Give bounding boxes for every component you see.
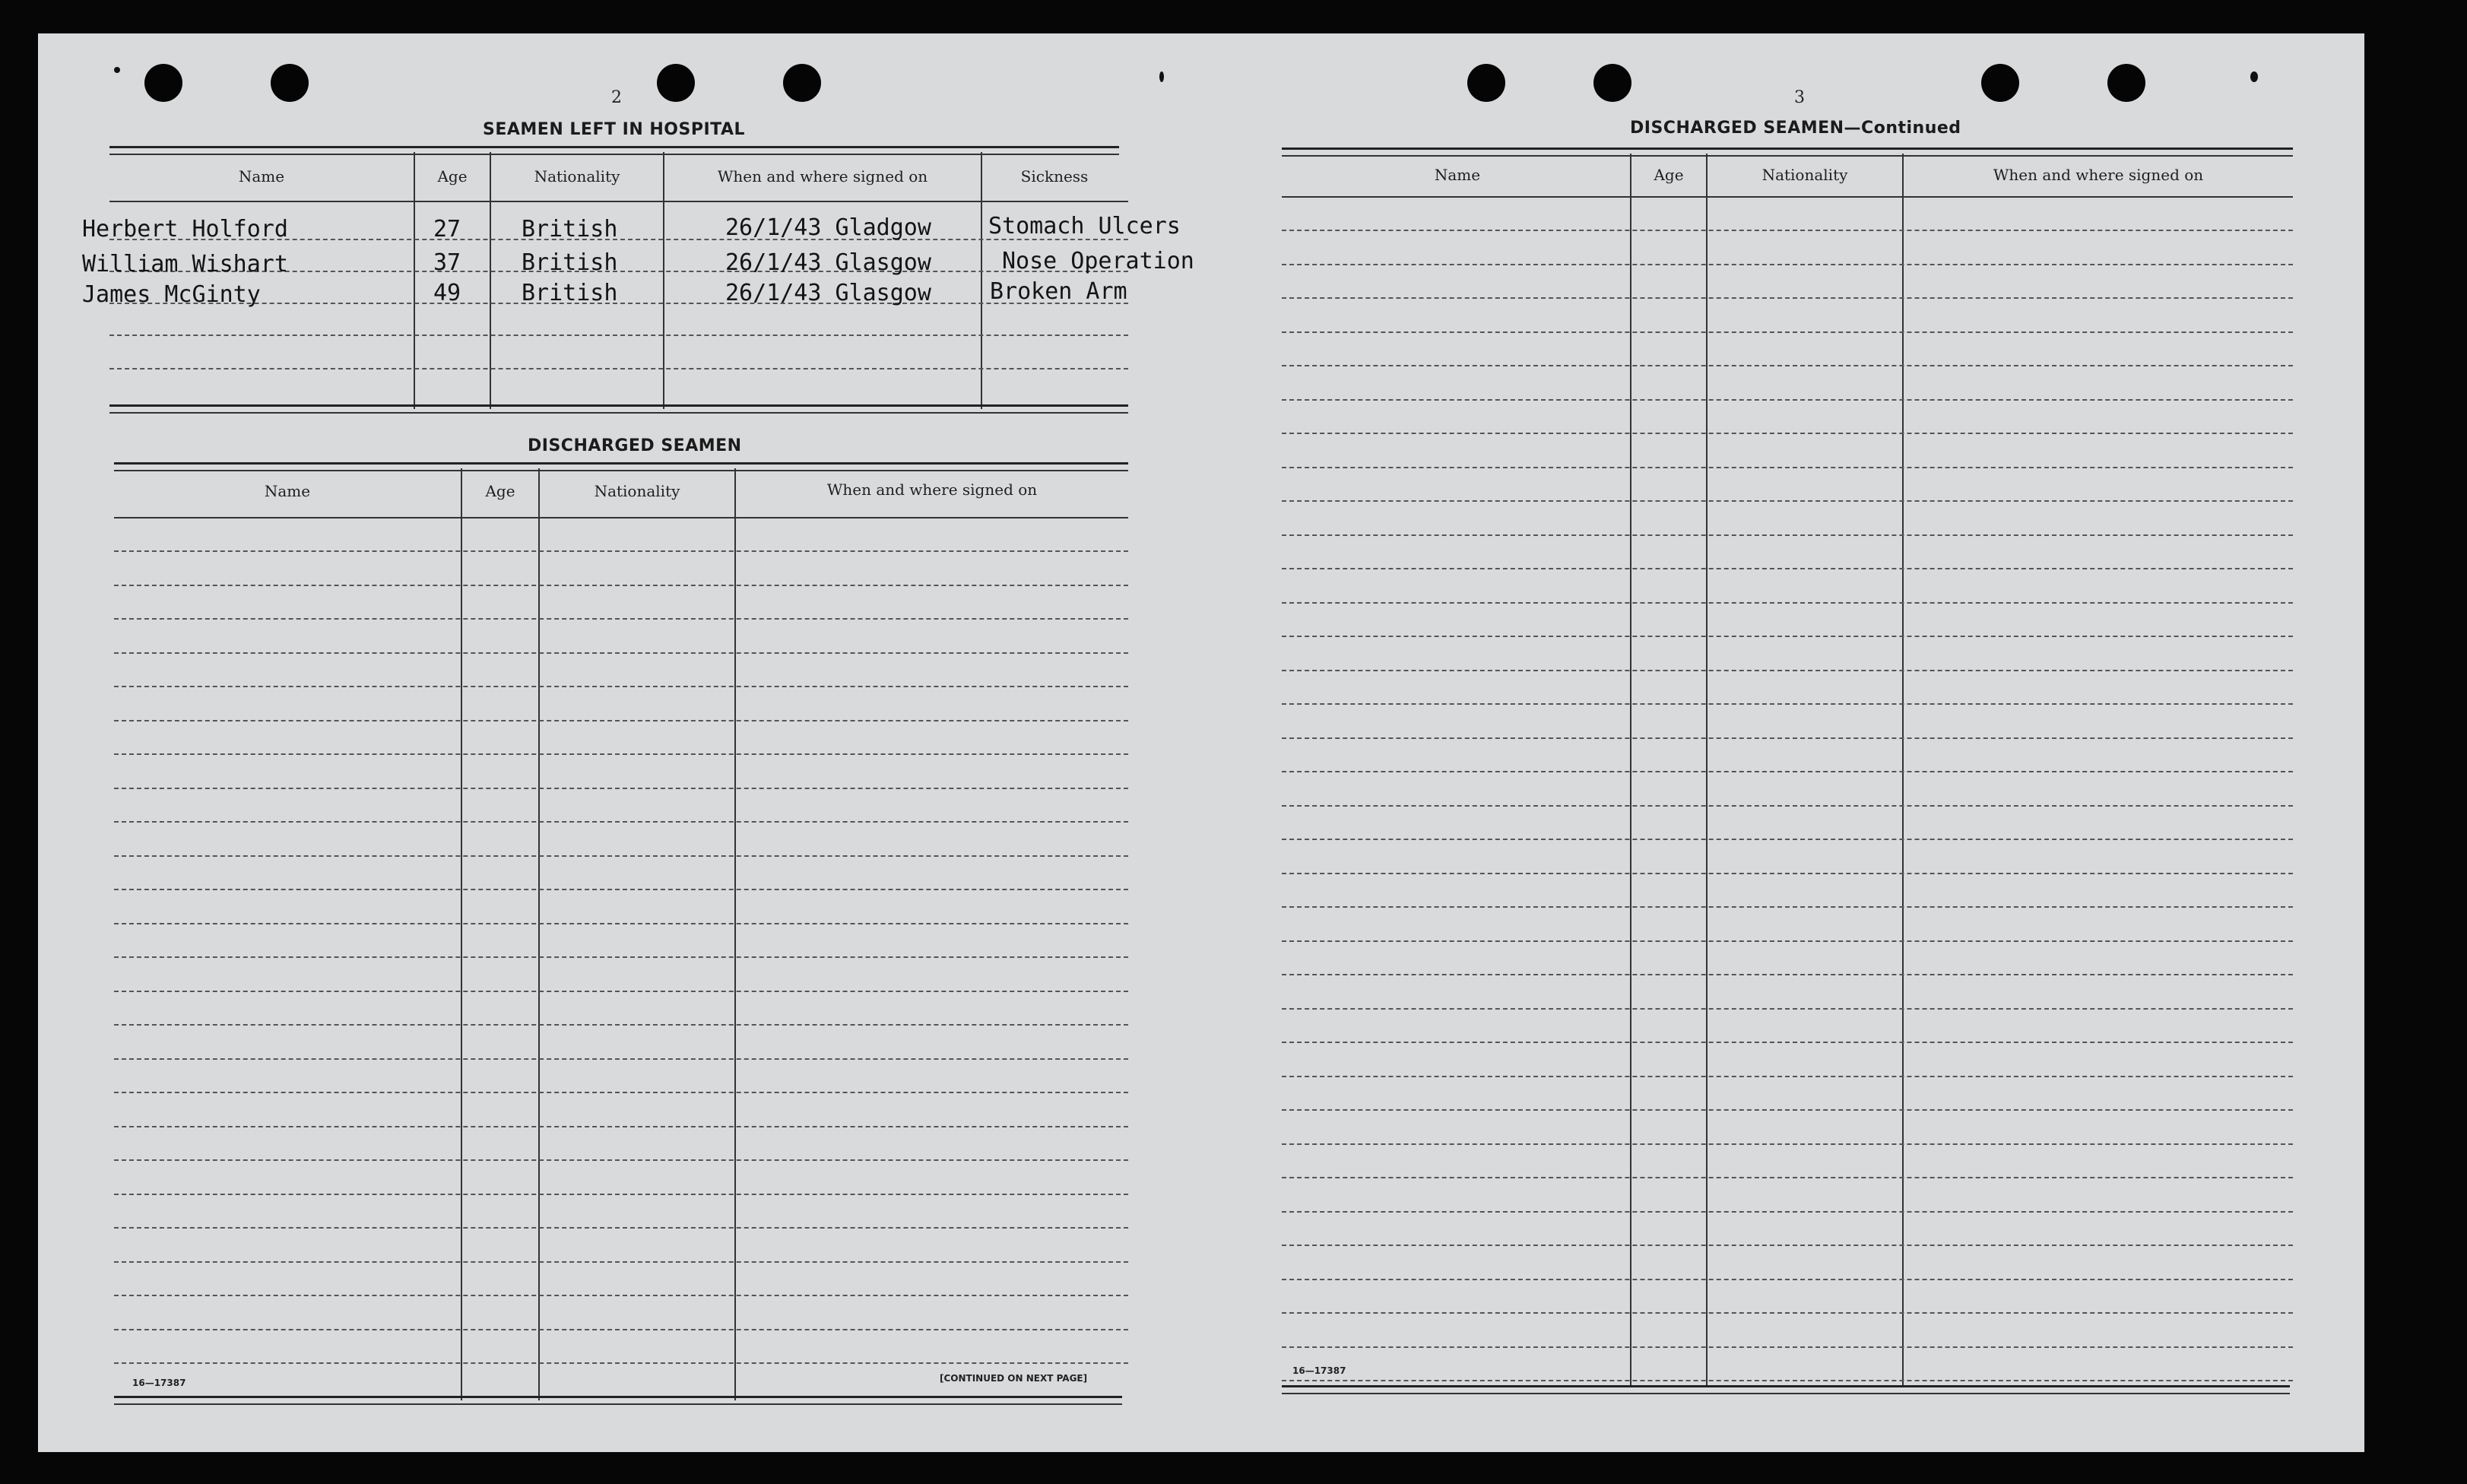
ruled-line bbox=[1282, 771, 2293, 772]
ruled-line bbox=[1282, 230, 2293, 231]
ruled-line bbox=[1282, 906, 2293, 908]
document-sheet bbox=[38, 33, 2364, 1452]
ruled-line bbox=[114, 1024, 1128, 1026]
hospital-row-3-sickness: Broken Arm bbox=[990, 278, 1127, 305]
ink-speck bbox=[114, 67, 120, 73]
ruled-line bbox=[1282, 1076, 2293, 1077]
page-number-right: 3 bbox=[1794, 88, 1805, 107]
right-col-divider bbox=[1706, 154, 1708, 1387]
ruled-line bbox=[1282, 1008, 2293, 1010]
right-col-divider bbox=[1902, 154, 1904, 1387]
ruled-line bbox=[1282, 1279, 2293, 1280]
punch-hole bbox=[271, 64, 309, 102]
ruled-line bbox=[1282, 534, 2293, 536]
punch-hole bbox=[1981, 64, 2019, 102]
ruled-line bbox=[114, 1295, 1128, 1296]
ruled-line bbox=[114, 618, 1128, 620]
hospital-row-2-signed-on: 26/1/43 Glasgow bbox=[725, 249, 931, 276]
hospital-row-2-age: 37 bbox=[433, 249, 461, 276]
ruled-line bbox=[1282, 670, 2293, 671]
ruled-line bbox=[1282, 1346, 2293, 1348]
ruled-line bbox=[114, 585, 1128, 586]
ruled-line bbox=[1282, 500, 2293, 502]
ruled-line bbox=[1282, 365, 2293, 366]
hospital-col-sickness: Sickness bbox=[1020, 167, 1089, 186]
ruled-line bbox=[1282, 331, 2293, 333]
punch-hole bbox=[657, 64, 695, 102]
punch-hole bbox=[2107, 64, 2145, 102]
discharged-top-rule bbox=[114, 462, 1128, 471]
continued-note: [CONTINUED ON NEXT PAGE] bbox=[940, 1373, 1088, 1384]
hospital-section-title: SEAMEN LEFT IN HOSPITAL bbox=[483, 120, 746, 139]
ruled-line bbox=[114, 855, 1128, 857]
ruled-line bbox=[114, 956, 1128, 958]
ruled-line bbox=[114, 788, 1128, 789]
discharged-bottom-rule bbox=[114, 1396, 1122, 1405]
ruled-line bbox=[114, 923, 1128, 924]
hospital-row-3-nationality: British bbox=[522, 280, 618, 306]
ruled-line bbox=[1282, 940, 2293, 942]
ruled-line bbox=[1282, 1143, 2293, 1145]
hospital-col-name: Name bbox=[238, 167, 285, 186]
ruled-line bbox=[1282, 1245, 2293, 1246]
ruled-line bbox=[114, 1058, 1128, 1060]
right-col-nationality: Nationality bbox=[1761, 166, 1848, 184]
ruled-line bbox=[1282, 1380, 2293, 1381]
hospital-row-3-age: 49 bbox=[433, 280, 461, 306]
hospital-col-divider bbox=[663, 152, 664, 409]
right-col-name: Name bbox=[1434, 166, 1481, 184]
ruled-line bbox=[1282, 737, 2293, 739]
punch-hole bbox=[1467, 64, 1505, 102]
ruled-line bbox=[114, 550, 1128, 552]
ruled-line bbox=[114, 889, 1128, 890]
hospital-col-divider bbox=[490, 152, 491, 409]
ruled-line bbox=[1282, 1109, 2293, 1111]
ruled-line bbox=[1282, 399, 2293, 401]
ruled-line bbox=[1282, 805, 2293, 807]
ink-speck bbox=[2250, 71, 2258, 82]
ruled-line bbox=[1282, 1312, 2293, 1314]
discharged-col-age: Age bbox=[485, 482, 515, 500]
ruled-line bbox=[1282, 636, 2293, 637]
punch-hole bbox=[1593, 64, 1631, 102]
hospital-row-1-signed-on: 26/1/43 Gladgow bbox=[725, 214, 931, 241]
ruled-line bbox=[1282, 297, 2293, 299]
discharged-section-title: DISCHARGED SEAMEN bbox=[528, 436, 742, 455]
hospital-col-signed-on: When and where signed on bbox=[717, 167, 928, 186]
hospital-row-1-age: 27 bbox=[433, 216, 461, 243]
hospital-row-line bbox=[109, 303, 1128, 304]
discharged-continued-title: DISCHARGED SEAMEN—Continued bbox=[1630, 119, 1961, 138]
ruled-line bbox=[114, 821, 1128, 823]
ruled-line bbox=[114, 720, 1128, 721]
hospital-col-age: Age bbox=[437, 167, 468, 186]
ruled-line bbox=[114, 652, 1128, 654]
hospital-row-3-signed-on: 26/1/43 Glasgow bbox=[725, 280, 931, 306]
hospital-bottom-rule bbox=[109, 404, 1128, 414]
ruled-line bbox=[114, 1159, 1128, 1161]
hospital-top-rule bbox=[109, 146, 1119, 155]
discharged-col-name: Name bbox=[264, 482, 311, 500]
page-number-left: 2 bbox=[611, 88, 622, 107]
right-col-divider bbox=[1630, 154, 1631, 1387]
ink-speck bbox=[1159, 71, 1164, 82]
hospital-col-divider bbox=[981, 152, 982, 409]
form-number-left: 16—17387 bbox=[132, 1378, 186, 1388]
ruled-line bbox=[1282, 602, 2293, 604]
ruled-line bbox=[114, 753, 1128, 755]
hospital-header-rule bbox=[109, 201, 1128, 202]
discharged-col-signed-on: When and where signed on bbox=[826, 480, 1038, 499]
ruled-line bbox=[1282, 568, 2293, 569]
discharged-col-nationality: Nationality bbox=[594, 482, 680, 500]
hospital-row-2-name: William Wishart bbox=[82, 251, 288, 277]
ruled-line bbox=[1282, 467, 2293, 468]
ruled-line bbox=[114, 1092, 1128, 1093]
ruled-line bbox=[1282, 839, 2293, 840]
hospital-row-1-nationality: British bbox=[522, 216, 618, 243]
hospital-row-3-name: James McGinty bbox=[82, 281, 261, 308]
right-header-rule bbox=[1282, 196, 2293, 198]
ruled-line bbox=[1282, 974, 2293, 975]
ruled-line bbox=[114, 991, 1128, 992]
ruled-line bbox=[1282, 433, 2293, 434]
hospital-col-divider bbox=[414, 152, 415, 409]
hospital-col-nationality: Nationality bbox=[534, 167, 620, 186]
ruled-line bbox=[114, 1329, 1128, 1330]
ruled-line bbox=[1282, 264, 2293, 265]
punch-hole bbox=[144, 64, 182, 102]
form-number-right: 16—17387 bbox=[1292, 1365, 1346, 1376]
right-col-signed-on: When and where signed on bbox=[1993, 166, 2204, 184]
ruled-line bbox=[114, 1126, 1128, 1127]
right-bottom-rule bbox=[1282, 1385, 2290, 1394]
ruled-line bbox=[1282, 1177, 2293, 1178]
hospital-row-line bbox=[109, 335, 1128, 336]
ruled-line bbox=[114, 1194, 1128, 1195]
hospital-row-2-sickness: Nose Operation bbox=[1002, 248, 1194, 274]
ruled-line bbox=[1282, 703, 2293, 705]
ruled-line bbox=[114, 1227, 1128, 1229]
hospital-row-1-name: Herbert Holford bbox=[82, 216, 288, 243]
right-col-age: Age bbox=[1654, 166, 1684, 184]
ruled-line bbox=[114, 686, 1128, 687]
ruled-line bbox=[114, 1362, 1128, 1364]
hospital-row-line bbox=[109, 368, 1128, 369]
ruled-line bbox=[1282, 1042, 2293, 1043]
hospital-row-1-sickness: Stomach Ulcers bbox=[988, 213, 1181, 239]
right-top-rule bbox=[1282, 147, 2293, 157]
punch-hole bbox=[783, 64, 821, 102]
hospital-row-2-nationality: British bbox=[522, 249, 618, 276]
ruled-line bbox=[1282, 1211, 2293, 1213]
discharged-header-rule bbox=[114, 517, 1128, 518]
ruled-line bbox=[1282, 873, 2293, 874]
ruled-line bbox=[114, 1261, 1128, 1263]
